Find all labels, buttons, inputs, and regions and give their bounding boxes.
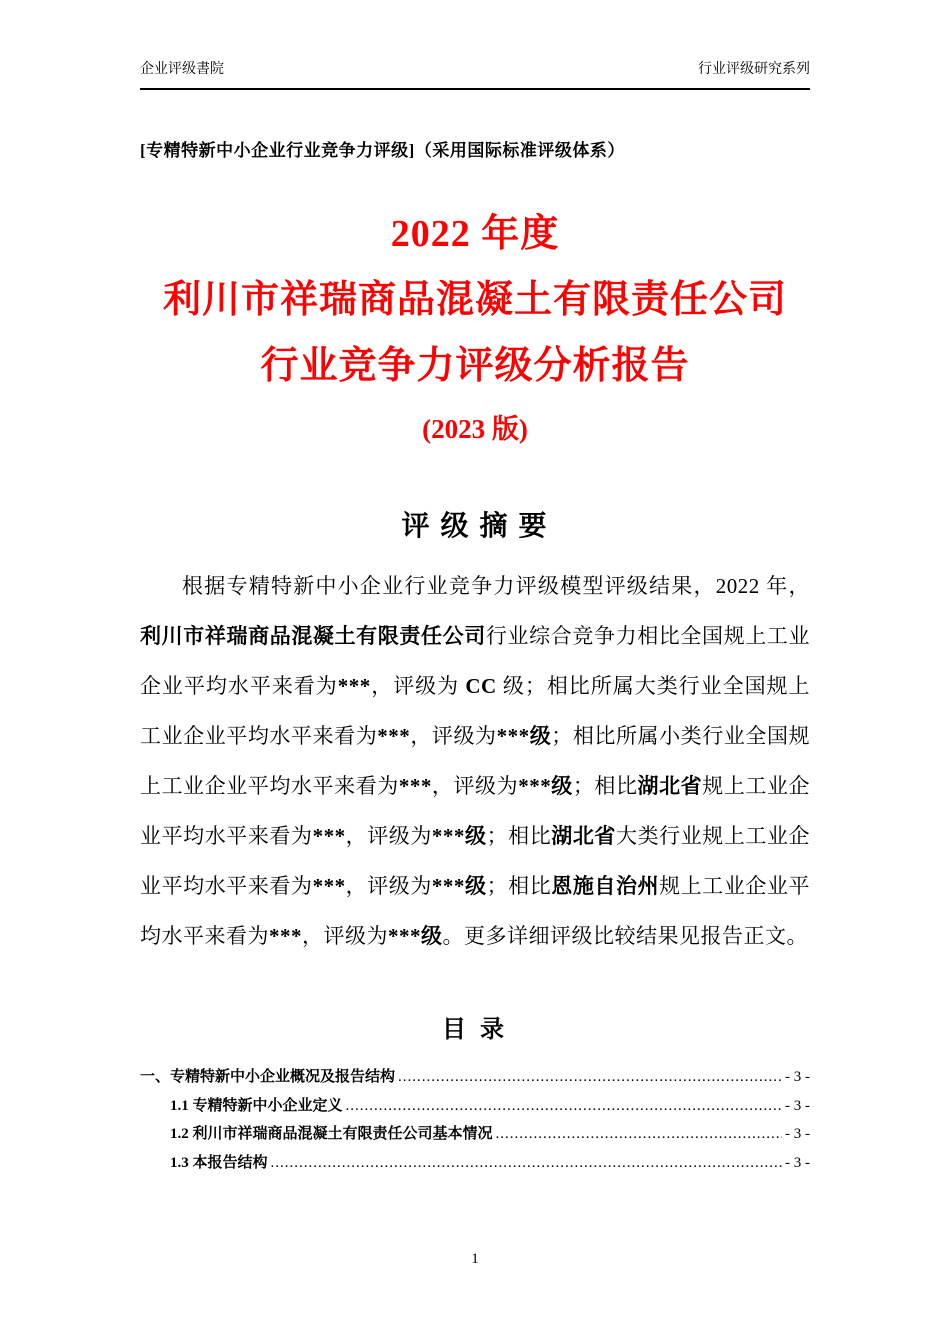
toc-item[interactable] [140,1149,810,1178]
summary-segment: ***级 [431,874,487,898]
toc-item[interactable] [140,1120,810,1149]
summary-segment: 湖北省 [551,824,616,848]
summary-segment: CC [465,674,497,698]
toc-item-page: - 3 - [785,1154,810,1171]
summary-paragraph [140,561,810,961]
toc-item-label: 1.1 专精特新中小企业定义 [170,1097,343,1114]
summary-segment: ；相比 [486,874,552,898]
toc-heading: 目 录 [442,1017,508,1043]
summary-segment: ，评级为 [431,774,519,798]
summary-segment: 规上工业企业平均水平来看为 [140,774,811,848]
toc-item-page: - 3 - [785,1069,810,1085]
title-company-name: 利川市祥瑞商品混凝土有限责任公司 [162,279,787,321]
toc-item[interactable] [140,1063,810,1092]
summary-segment: *** [269,924,302,948]
header-right-text: 行业评级研究系列 [698,62,810,77]
title-year: 2022 年度 [390,213,560,255]
page-header [140,0,810,80]
summary-segment: ，评级为 [410,724,497,748]
toc-item-page: - 3 - [785,1097,810,1114]
title-report-type: 行业竞争力评级分析报告 [260,345,690,387]
summary-segment: ；相比所属小类行业全国规上工业企业平均水平来看为 [140,724,811,798]
page-footer [0,1251,950,1268]
toc-leader-dots [346,1092,782,1121]
summary-segment: *** [312,824,346,848]
summary-segment: 利川市祥瑞商品混凝土有限责任公司 [140,624,486,648]
toc-item-label: 1.2 利川市祥瑞商品混凝土有限责任公司基本情况 [170,1126,493,1142]
toc-leader-dots [496,1120,782,1149]
toc-item-label: 一、专精特新中小企业概况及报告结构 [140,1069,396,1085]
summary-segment: ；相比 [572,774,638,798]
summary-segment: ***级 [388,924,443,948]
summary-segment: ，评级为 [302,924,388,948]
summary-segment: ***级 [518,774,573,798]
toc-item-label: 1.3 本报告结构 [170,1154,268,1171]
report-subtitle: [专精特新中小企业行业竞争力评级]（采用国际标准评级体系） [140,141,625,160]
summary-segment: 规上工业企业平均水平来看为 [140,874,811,948]
summary-segment: ***级 [431,824,487,848]
summary-segment: ，评级为 [345,874,432,898]
header-left-text: 企业评级書院 [140,62,224,77]
summary-segment: *** [312,874,346,898]
table-of-contents [140,1063,810,1177]
page-number: 1 [471,1251,479,1267]
summary-segment: 级；相比所属大类行业全国规上工业企业平均水平来看为 [140,674,811,748]
title-block [140,201,810,453]
summary-segment: 湖北省 [637,774,703,798]
summary-segment: ；相比 [486,824,552,848]
summary-segment: 恩施自治州 [551,874,660,898]
toc-item-page: - 3 - [785,1126,810,1142]
toc-leader-dots [271,1149,782,1178]
summary-segment: 大类行业规上工业企业平均水平来看为 [140,824,811,898]
summary-segment: *** [398,774,432,798]
summary-segment: 。更多详细评级比较结果见报告正文。 [442,924,808,948]
summary-heading: 评 级 摘 要 [401,511,549,542]
summary-segment: ，评级为 [370,674,466,698]
title-edition: (2023 版) [422,414,528,444]
header-divider [140,88,810,90]
toc-item[interactable] [140,1092,810,1121]
summary-segment: ，评级为 [345,824,432,848]
toc-leader-dots [398,1063,782,1092]
summary-segment: *** [377,724,411,748]
summary-segment: 根据专精特新中小企业行业竞争力评级模型评级结果，2022 年， [182,574,810,598]
summary-segment: 行业综合竞争力相比全国规上工业企业平均水平来看为 [140,624,811,698]
summary-segment: ***级 [496,724,552,748]
summary-segment: *** [337,674,371,698]
